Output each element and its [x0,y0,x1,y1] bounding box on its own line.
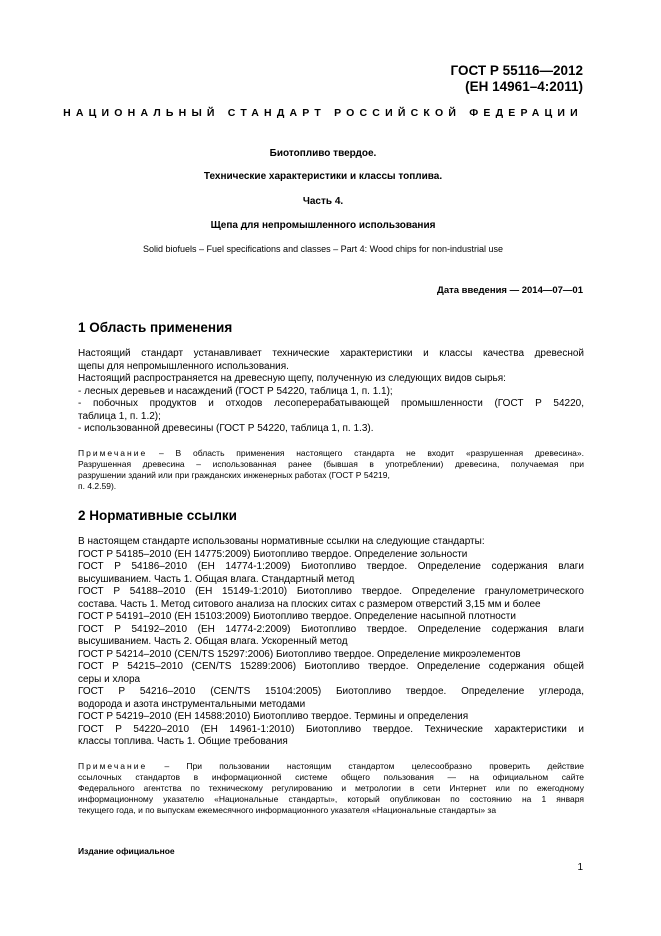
section1-p3: - лесных деревьев и насаждений (ГОСТ Р 54220, таблица 1, п. 1.1); [78,385,393,397]
reference-line: В настоящем стандарте использованы нормативные ссылки на следующие стандарты: [78,536,485,547]
section1-p1b: щепы для непромышленного использования. [78,360,289,372]
reference-line: ГОСТ Р 54220–2010 (ЕН 14961-1:2010) Биотопливо твердое. Технические характеристики и [78,723,584,735]
section2-heading: 2 Нормативные ссылки [78,508,237,523]
gost-number [451,63,583,95]
reference-line: ГОСТ Р 54188–2010 (ЕН 15149-1:2010) Биотопливо твердое. Определение гранулометрического [78,586,584,597]
reference-line: ГОСТ Р 54185–2010 (ЕН 14775:2009) Биотопливо твердое. Определение зольности [78,548,468,560]
reference-line: серы и хлора [78,673,141,685]
note-label: Примечание [78,761,148,771]
reference-line: ГОСТ Р 54214–2010 (CEN/TS 15297:2006) Биотопливо твердое. Определение микроэлементов [78,648,521,660]
note-line: информационному указателю «Национальные стандарты», который опубликован по состоянию на 1 января [78,794,584,804]
section2-note [78,761,584,816]
reference-line: водорода и азота инструментальными методами [78,698,306,710]
reference-line: высушиванием. Часть 2. Общая влага. Ускоренный метод [78,636,348,647]
section1-note-line2: Разрушенная древесина – использованная ранее (бывшая в употреблении) древесина, получаемая при [78,459,584,469]
section1-p4a: - побочных продуктов и отходов лесоперерабатывающей промышленности (ГОСТ Р 54220, [78,398,584,409]
section1-p2: Настоящий распространяется на древесную щепу, полученную из следующих видов сырья: [78,373,506,384]
section1-note-line3: разрушении зданий или при гражданских инженерных работах (ГОСТ Р 54219, [78,470,390,480]
reference-line: ГОСТ Р 54186–2010 (ЕН 14774-1:2009) Биотопливо твердое. Определение содержания влаги [78,561,584,572]
page-number: 1 [577,862,583,873]
national-standard-heading: НАЦИОНАЛЬНЫЙ СТАНДАРТ РОССИЙСКОЙ ФЕДЕРАЦИИ [63,107,583,119]
reference-line: ГОСТ Р 54216–2010 (CEN/TS 15104:2005) Биотопливо твердое. Определение углерода, [78,686,584,697]
note-line: Федерального агентства по техническому регулированию и метрологии в сети Интернет или по ежегодному [78,783,584,793]
title-line3: Часть 4. [302,196,344,207]
edition-label: Издание официальное [78,846,175,856]
reference-line: классы топлива. Часть 1. Общие требования [78,736,288,747]
reference-line: ГОСТ Р 54191–2010 (ЕН 15103:2009) Биотопливо твердое. Определение насыпной плотности [78,611,516,622]
reference-line: состава. Часть 1. Метод ситового анализа на плоских ситах с размером отверстий 3,15 мм и более [78,598,541,610]
note-line: текущего года, и по выпускам ежемесячного информационного указателя «Национальные стандарты» за [78,805,497,815]
reference-line: ГОСТ Р 54192–2010 (ЕН 14774-2:2009) Биотопливо твердое. Определение содержания влаги [78,623,584,635]
title-line4: Щепа для непромышленного использования [210,220,436,231]
note-label: Примечание [78,448,148,458]
note-line: ссылочных стандартов в информационной системе общего пользования — на официальном сайте [78,772,584,782]
title-english: Solid biofuels – Fuel specifications and classes – Part 4: Wood chips for non-industrial use [142,244,504,254]
section1-body [78,348,584,436]
gost-number-line2: (ЕН 14961–4:2011) [465,79,583,94]
section1-note-line4: п. 4.2.59). [78,481,117,491]
section1-heading: 1 Область применения [78,320,233,335]
section1-p1a: Настоящий стандарт устанавливает технические характеристики и классы качества древесной [78,348,584,359]
section1-p4b: таблица 1, п. 1.2); [78,410,161,422]
gost-number-line1: ГОСТ Р 55116—2012 [450,63,583,78]
reference-line: высушиванием. Часть 1. Общая влага. Стандартный метод [78,573,355,585]
section2-body [78,536,584,749]
reference-line: ГОСТ Р 54219–2010 (ЕН 14588:2010) Биотопливо твердое. Термины и определения [78,711,469,722]
section1-p5: - использованной древесины (ГОСТ Р 54220, таблица 1, п. 1.3). [78,423,374,434]
title-line1: Биотопливо твердое. [269,148,377,159]
date-introduction: Дата введения — 2014—07—01 [437,285,583,296]
note-line: Примечание – При пользовании настоящим стандартом целесообразно проверить действие [78,761,584,771]
section1-note [78,448,584,492]
title-line2: Технические характеристики и классы топлива. [203,171,443,182]
reference-line: ГОСТ Р 54215–2010 (CEN/TS 15289:2006) Биотопливо твердое. Определение содержания общей [78,661,584,672]
section1-note-line1: Примечание – В область применения настоящего стандарта не входит «разрушенная древесина». [78,448,584,458]
